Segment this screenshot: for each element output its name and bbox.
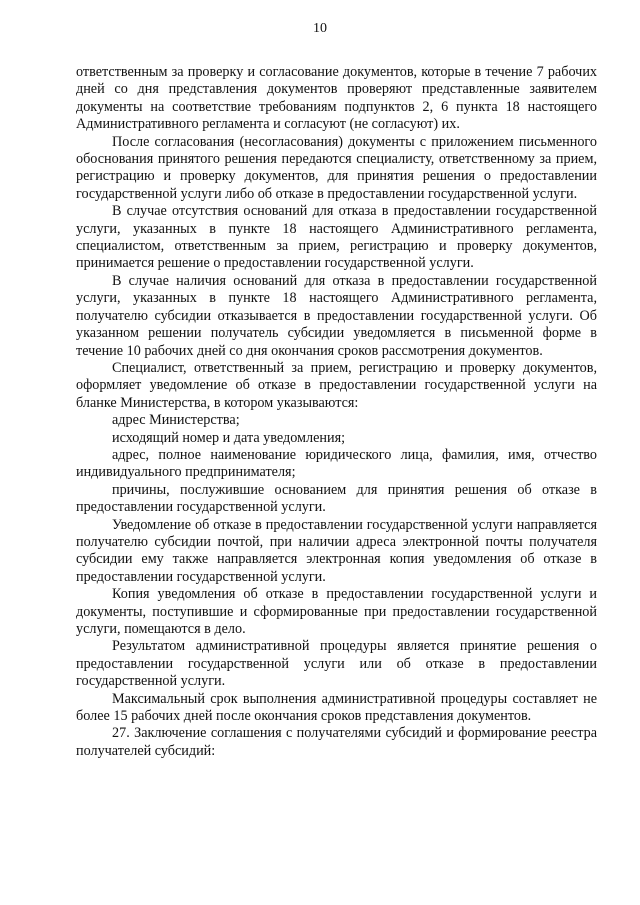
paragraph-specialist-notice: Специалист, ответственный за прием, регистрацию и проверку документов, оформляет уведомление об отказе в предоставлении государственной услуги на бланке Министерства, в котором указываются: bbox=[76, 359, 597, 411]
paragraph-continuation: ответственным за проверку и согласование документов, которые в течение 7 рабочих дней со дня представления документов проверяют представленные заявителем документы на соответствие требованиям подпунктов 2, 6 пункта 18 настоящего Административного регламента и согласуют (не согласуют) их. bbox=[76, 64, 597, 133]
paragraph-refusal-grounds: В случае наличия оснований для отказа в предоставлении государственной услуги, указанных в пункте 18 настоящего Административного регламента, получателю субсидии отказывается в предоставлении государственной услуги. Об указанном решении получатель субсидии уведомляется в письменной форме в течение 10 рабочих дней со дня окончания сроков рассмотрения документов. bbox=[76, 272, 597, 359]
paragraph-procedure-result: Результатом административной процедуры является принятие решения о предоставлении государственной услуги или об отказе в предоставлении государственной услуги. bbox=[76, 638, 597, 690]
list-item-ministry-address: адрес Министерства; bbox=[112, 412, 240, 429]
list-item-refusal-reasons: причины, послужившие основанием для принятия решения об отказе в предоставлении государственной услуги. bbox=[76, 481, 597, 516]
paragraph-max-duration: Максимальный срок выполнения административной процедуры составляет не более 15 рабочих дней после окончания сроков представления документов. bbox=[76, 690, 597, 725]
document-body bbox=[76, 64, 597, 760]
paragraph-approval: После согласования (несогласования) документы с приложением письменного обоснования принятого решения передаются специалисту, ответственному за прием, регистрацию и проверку документов, для принятия решения о предоставлении государственной услуги либо об отказе в предоставлении государственной услуги. bbox=[76, 133, 597, 202]
paragraph-notice-delivery: Уведомление об отказе в предоставлении государственной услуги направляется получателю субсидии почтой, при наличии адреса электронной почты получателя субсидии ему также направляется электронная копия уведомления об отказе в предоставлении государственной услуги. bbox=[76, 516, 597, 585]
list-item-outgoing-number: исходящий номер и дата уведомления; bbox=[112, 429, 346, 446]
list-item-applicant-address: адрес, полное наименование юридического лица, фамилия, имя, отчество индивидуального предпринимателя; bbox=[76, 446, 597, 481]
page-number: 10 bbox=[313, 21, 327, 36]
paragraph-section-27: 27. Заключение соглашения с получателями субсидий и формирование реестра получателей субсидий: bbox=[76, 725, 597, 759]
paragraph-notice-copy: Копия уведомления об отказе в предоставлении государственной услуги и документы, поступившие и сформированные при предоставлении государственной услуги, помещаются в дело. bbox=[76, 586, 597, 637]
paragraph-no-refusal-grounds: В случае отсутствия оснований для отказа в предоставлении государственной услуги, указанных в пункте 18 настоящего Административного регламента, специалистом, ответственным за прием, регистрацию и проверку документов, принимается решение о предоставлении государственной услуги. bbox=[76, 203, 597, 272]
